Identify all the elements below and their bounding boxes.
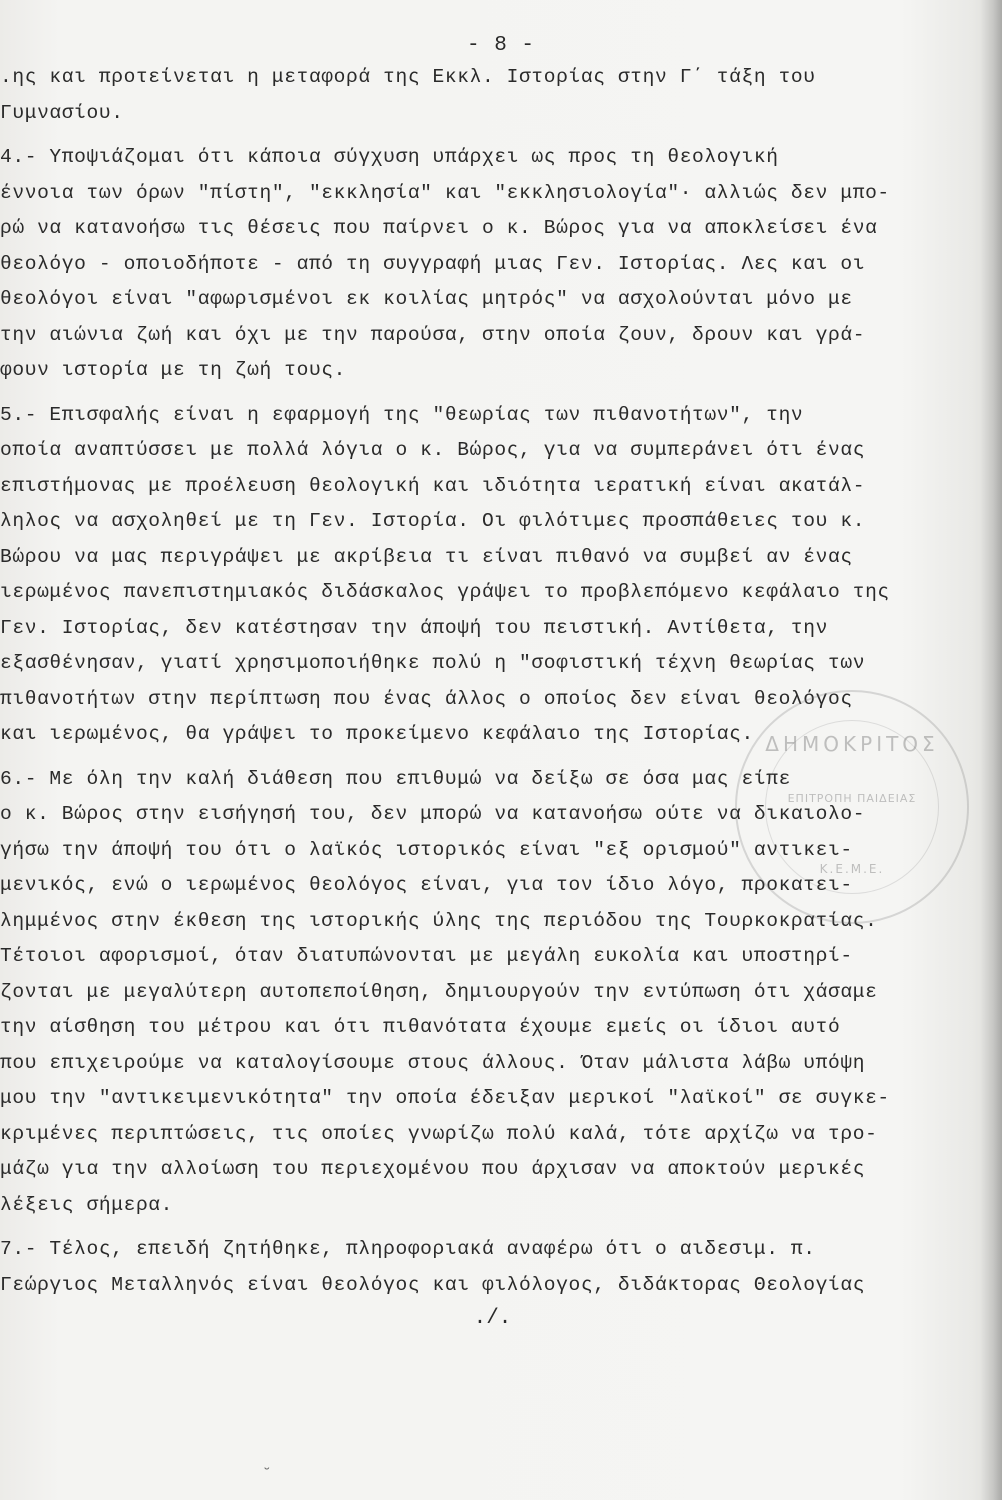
text-line: Γυμνασίου. <box>0 101 124 124</box>
text-line: μάζω για την αλλοίωση του περιεχομένου που άρχισαν να αποκτούν μερικές <box>0 1158 866 1180</box>
stamp-middle-text: ΕΠΙΤΡΟΠΗ ΠΑΙΔΕΙΑΣ <box>787 792 917 805</box>
bottom-mark: ˘ <box>262 1466 272 1484</box>
text-line: λημμένος στην έκθεση της ιστορικής ύλης της περιόδου της Τουρκοκρατίας. <box>0 909 878 932</box>
text-line: επιστήμονας με προέλευση θεολογική και ιδιότητα ιερατική είναι ακατάλ- <box>0 474 866 497</box>
text-line: μου την "αντικειμενικότητα" την οποία έδειξαν μερικοί "λαϊκοί" σε συγκε- <box>0 1087 890 1109</box>
text-line: κριμένες περιπτώσεις, τις οποίες γνωρίζω πολύ καλά, τότε αρχίζω να τρο- <box>0 1122 878 1145</box>
text-line: Βώρου να μας περιγράψει με ακρίβεια τι είναι πιθανό να συμβεί αν ένας <box>0 545 853 568</box>
text-line: φουν ιστορία με τη ζωή τους. <box>0 359 347 381</box>
text-line: γήσω την άποψή του ότι ο λαϊκός ιστορικός είναι "εξ ορισμού" αντικει- <box>0 838 853 861</box>
page-number: - 8 - <box>466 34 535 57</box>
text-line: ζονται με μεγαλύτερη αυτοπεποίθηση, δημιουργούν την εντύπωση ότι χάσαμε <box>0 980 878 1003</box>
text-line: .ης και προτείνεται η μεταφορά της Εκκλ. Ιστορίας στην Γ΄ τάξη του <box>0 66 816 88</box>
text-line: οποία αναπτύσσει με πολλά λόγια ο κ. Βώρος, για να συμπεράνει ότι ένας <box>0 439 866 461</box>
text-line: που επιχειρούμε να καταλογίσουμε στους άλλους. Όταν μάλιστα λάβω υπόψη <box>0 1051 866 1074</box>
text-line: θεολόγοι είναι "αφωρισμένοι εκ κοιλίας μητρός" να ασχολούνται μόνο με <box>0 288 853 310</box>
text-line: εξασθένησαν, γιατί χρησιμοποιήθηκε πολύ η "σοφιστική τέχνη θεωρίας των <box>0 652 866 674</box>
text-line: μενικός, ενώ ο ιερωμένος θεολόγος είναι, για τον ίδιο λόγο, προκατει- <box>0 874 853 896</box>
text-line: ληλος να ασχοληθεί με τη Γεν. Ιστορία. Οι φιλότιμες προσπάθειες του κ. <box>0 510 866 532</box>
continuation-mark: ./. <box>473 1307 512 1330</box>
text-line: έννοια των όρων "πίστη", "εκκλησία" και "εκκλησιολογία"· αλλιώς δεν μπο- <box>0 181 890 204</box>
text-line: πιθανοτήτων στην περίπτωση που ένας άλλος ο οποίος δεν είναι θεολόγος <box>0 687 853 710</box>
text-line: την αιώνια ζωή και όχι με την παρούσα, στην οποία ζουν, δρουν και γρά- <box>0 323 866 346</box>
text-line: Τέτοιοι αφορισμοί, όταν διατυπώνονται με μεγάλη ευκολία και υποστηρί- <box>0 945 853 967</box>
text-line: λέξεις σήμερα. <box>0 1193 174 1216</box>
text-line: ρώ να κατανοήσω τις θέσεις που παίρνει ο κ. Βώρος για να αποκλείσει ένα <box>0 217 878 239</box>
text-line: και ιερωμένος, θα γράψει το προκείμενο κεφάλαιο της Ιστορίας. <box>0 723 754 745</box>
text-line: Γεώργιος Μεταλληνός είναι θεολόγος και φιλόλογος, διδάκτορας Θεολογίας <box>0 1273 866 1296</box>
paragraph-5-start: 5.- Επισφαλής είναι η εφαρμογή της "θεωρίας των πιθανοτήτων", την <box>0 403 804 426</box>
text-line: ο κ. Βώρος στην εισήγησή του, δεν μπορώ να κατανοήσω ούτε να δικαιολο- <box>0 803 866 825</box>
text-line: θεολόγο - οποιοδήποτε - από τη συγγραφή μιας Γεν. Ιστορίας. Λες και οι <box>0 252 866 275</box>
paragraph-6-start: 6.- Με όλη την καλή διάθεση που επιθυμώ να δείξω σε όσα μας είπε <box>0 767 791 790</box>
stamp-top-text: ΔΗΜΟΚΡΙΤΟΣ <box>765 732 939 756</box>
stamp-bottom-text: Κ.Ε.Μ.Ε. <box>819 862 885 876</box>
institution-stamp <box>735 690 969 924</box>
paragraph-7-start: 7.- Τέλος, επειδή ζητήθηκε, πληροφοριακά αναφέρω ότι ο αιδεσιμ. π. <box>0 1238 816 1260</box>
text-line: ιερωμένος πανεπιστημιακός διδάσκαλος γράψει το προβλεπόμενο κεφάλαιο της <box>0 581 890 603</box>
paragraph-4-start: 4.- Υποψιάζομαι ότι κάποια σύγχυση υπάρχει ως προς τη θεολογική <box>0 146 779 168</box>
text-line: Γεν. Ιστορίας, δεν κατέστησαν την άποψή του πειστική. Αντίθετα, την <box>0 616 828 639</box>
text-line: την αίσθηση του μέτρου και ότι πιθανότατα έχουμε εμείς οι ίδιοι αυτό <box>0 1016 841 1038</box>
